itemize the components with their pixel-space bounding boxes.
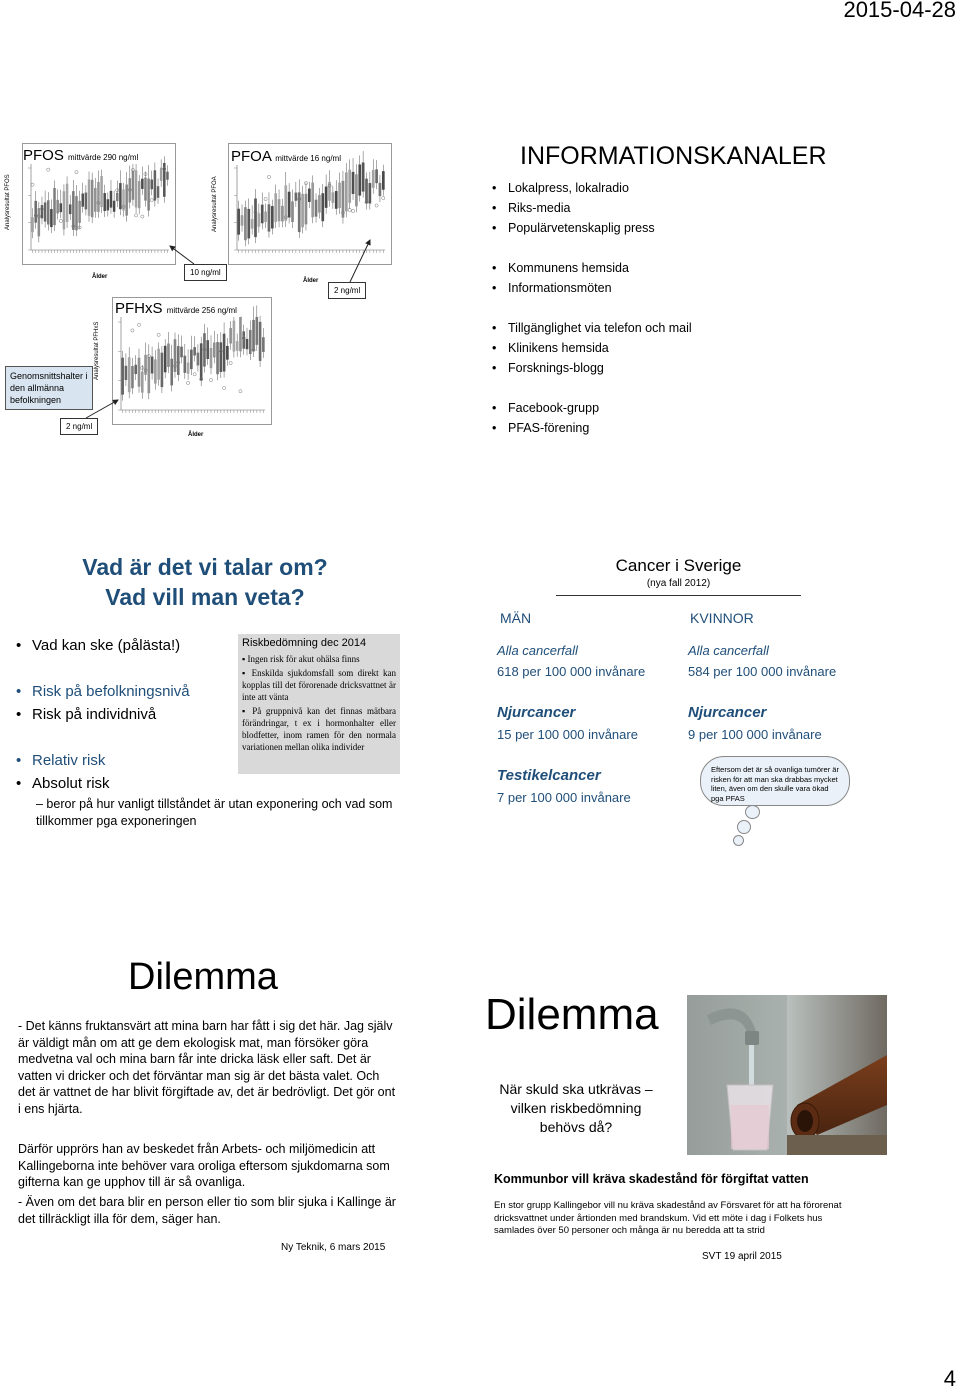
thought-cloud: Eftersom det är så ovanliga tumörer är risken för att man ska drabbas mycket liten, även om den skulle vara ökad pga PFAS — [700, 756, 850, 806]
risk-assessment-box — [238, 634, 400, 774]
cloud-bubble — [737, 820, 751, 834]
pfhxs-chart-title: PFHxS — [115, 300, 163, 317]
pfhxs-x-axis-label: Ålder — [188, 432, 204, 438]
channel-item: • Riks-media — [492, 198, 655, 218]
callout-2-ng-ml-pfhxs: 2 ng/ml — [60, 418, 98, 435]
liability-question: När skuld ska utkrävas – vilken riskbedömning behövs då? — [499, 1081, 653, 1135]
channels-group-2 — [492, 258, 629, 298]
slide3-dash-text: – beror på hur vanligt tillståndet är utan exponering och vad som tillkommer pga exponeringen — [36, 797, 393, 828]
quote-paragraph: - Även om det bara blir en person eller tio som blir sjuka i Kallinge är det tillräckligt illa för dem, säger han. — [18, 1195, 396, 1226]
women-all-cancer-label: Alla cancerfall — [688, 643, 769, 658]
testicular-value: 7 per 100 000 invånare — [497, 790, 631, 805]
cancer-title: Cancer i Sverige — [615, 556, 742, 575]
news-headline: Kommunbor vill kräva skadestånd för förgiftat vatten — [494, 1172, 809, 1186]
bullet-item: • Relativ risk — [16, 749, 236, 772]
channel-item: • Kommunens hemsida — [492, 258, 629, 278]
pfhxs-chart-mean: mittvärde 256 ng/ml — [166, 306, 237, 315]
women-heading: KVINNOR — [690, 610, 754, 626]
pfos-chart-title: PFOS — [23, 147, 64, 164]
channels-group-1 — [492, 178, 655, 238]
cancer-subtitle: (nya fall 2012) — [646, 578, 711, 589]
slide3-title-line1: Vad är det vi talar om? — [82, 554, 328, 580]
pfos-x-axis-label: Ålder — [92, 274, 108, 280]
testicular-label: Testikelcancer — [497, 767, 601, 784]
pfoa-chart-title: PFOA — [231, 148, 272, 165]
document-date: 2015-04-28 — [843, 0, 956, 22]
information-channels-title: INFORMATIONSKANALER — [520, 142, 827, 170]
page-number: 4 — [943, 1366, 956, 1391]
pfhxs-y-axis-label: Analysresultat PFHxS — [94, 321, 100, 380]
men-all-cancer-label: Alla cancerfall — [497, 643, 578, 658]
quote-paragraph: - Det känns fruktansvärt att mina barn har fått i sig det här. Jag själv är väldigt mån om att ge dem ekologisk mat, man försöker göra medvetna val och mina barn får inte dricka läsk eller saft. Det är vatten vi dricker och det förväntar man sig är det bästa valet. Och det är vattnet de har blivit förgiftade av, det är bedrövligt. Det gör ont i ens hjärta. — [18, 1019, 396, 1116]
channel-item: • Populärvetenskaplig press — [492, 218, 655, 238]
pfos-chart-mean: mittvärde 290 ng/ml — [68, 153, 139, 162]
bullet-item: • Risk på befolkningsnivå — [16, 680, 236, 703]
source-citation: SVT 19 april 2015 — [702, 1251, 782, 1262]
quote-paragraph: Därför upprörs han av beskedet från Arbets- och miljömedicin att Kallingeborna inte behöver vara oroliga eftersom sjukdomarna som gifterna kan ge upphov till är så ovanliga. — [18, 1142, 390, 1189]
channel-item: • Facebook-grupp — [492, 398, 599, 418]
callout-2-ng-ml-pfoa: 2 ng/ml — [328, 282, 366, 299]
general-population-average-box: Genomsnittshalter i den allmänna befolkningen — [5, 366, 93, 410]
channels-group-4 — [492, 398, 599, 438]
risk-assessment-heading: Riskbedömning dec 2014 — [242, 637, 367, 649]
men-kidney-value: 15 per 100 000 invånare — [497, 727, 638, 742]
pfoa-y-axis-label: Analysresultat PFOA — [212, 176, 218, 232]
men-kidney-label: Njurcancer — [497, 704, 576, 721]
channel-item: • Informationsmöten — [492, 278, 629, 298]
bullet-item: • Vad kan ske (pålästa!) — [16, 634, 236, 657]
risk-point: ▪ Enskilda sjukdomsfall som direkt kan kopplas till det förorenade dricksvattnet är inte att vänta — [242, 668, 396, 702]
cloud-bubble — [733, 835, 744, 846]
women-kidney-label: Njurcancer — [688, 704, 767, 721]
cloud-bubble — [745, 805, 760, 819]
channel-item: • Klinikens hemsida — [492, 338, 692, 358]
pfoa-x-axis-label: Ålder — [303, 278, 319, 284]
pfoa-chart-mean: mittvärde 16 ng/ml — [275, 154, 341, 163]
channel-item: • PFAS-förening — [492, 418, 599, 438]
slide3-title-line2: Vad vill man veta? — [105, 584, 305, 610]
women-kidney-value: 9 per 100 000 invånare — [688, 727, 822, 742]
pfos-y-axis-label: Analysresultat PFOS — [5, 174, 11, 230]
title-divider — [556, 595, 801, 596]
channel-item: • Lokalpress, lokalradio — [492, 178, 655, 198]
news-body: En stor grupp Kallingebor vill nu kräva skadestånd av Försvaret för att ha förorenat dricksvattnet under årtionden med brandskum. Vid ett möte i dag i Folkets hus samlades över 50 personer och många är nu beredda att ta strid — [494, 1200, 842, 1236]
slide3-bullet-list — [16, 634, 236, 795]
bullet-item: • Risk på individnivå — [16, 703, 236, 726]
slide3-title — [40, 552, 370, 612]
risk-point: ▪ Ingen risk för akut ohälsa finns — [242, 654, 360, 664]
callout-arrows — [0, 0, 420, 440]
men-all-cancer-value: 618 per 100 000 invånare — [497, 664, 646, 679]
bullet-item: • Absolut risk — [16, 772, 236, 795]
tap-water-photo — [687, 995, 887, 1155]
women-all-cancer-value: 584 per 100 000 invånare — [688, 664, 837, 679]
channel-item: • Forsknings-blogg — [492, 358, 692, 378]
risk-point: ▪ På gruppnivå kan det finnas mätbara förändringar, t ex i hormonhalter eller blodfetter, inom ramen för den normala variationen mellan olika individer — [242, 706, 396, 752]
channel-item: • Tillgänglighet via telefon och mail — [492, 318, 692, 338]
callout-10-ng-ml: 10 ng/ml — [184, 264, 227, 281]
source-citation: Ny Teknik, 6 mars 2015 — [281, 1242, 386, 1253]
channels-group-3 — [492, 318, 692, 378]
dilemma-title: Dilemma — [485, 990, 659, 1039]
men-heading: MÄN — [500, 610, 532, 626]
dilemma-title: Dilemma — [128, 956, 278, 998]
